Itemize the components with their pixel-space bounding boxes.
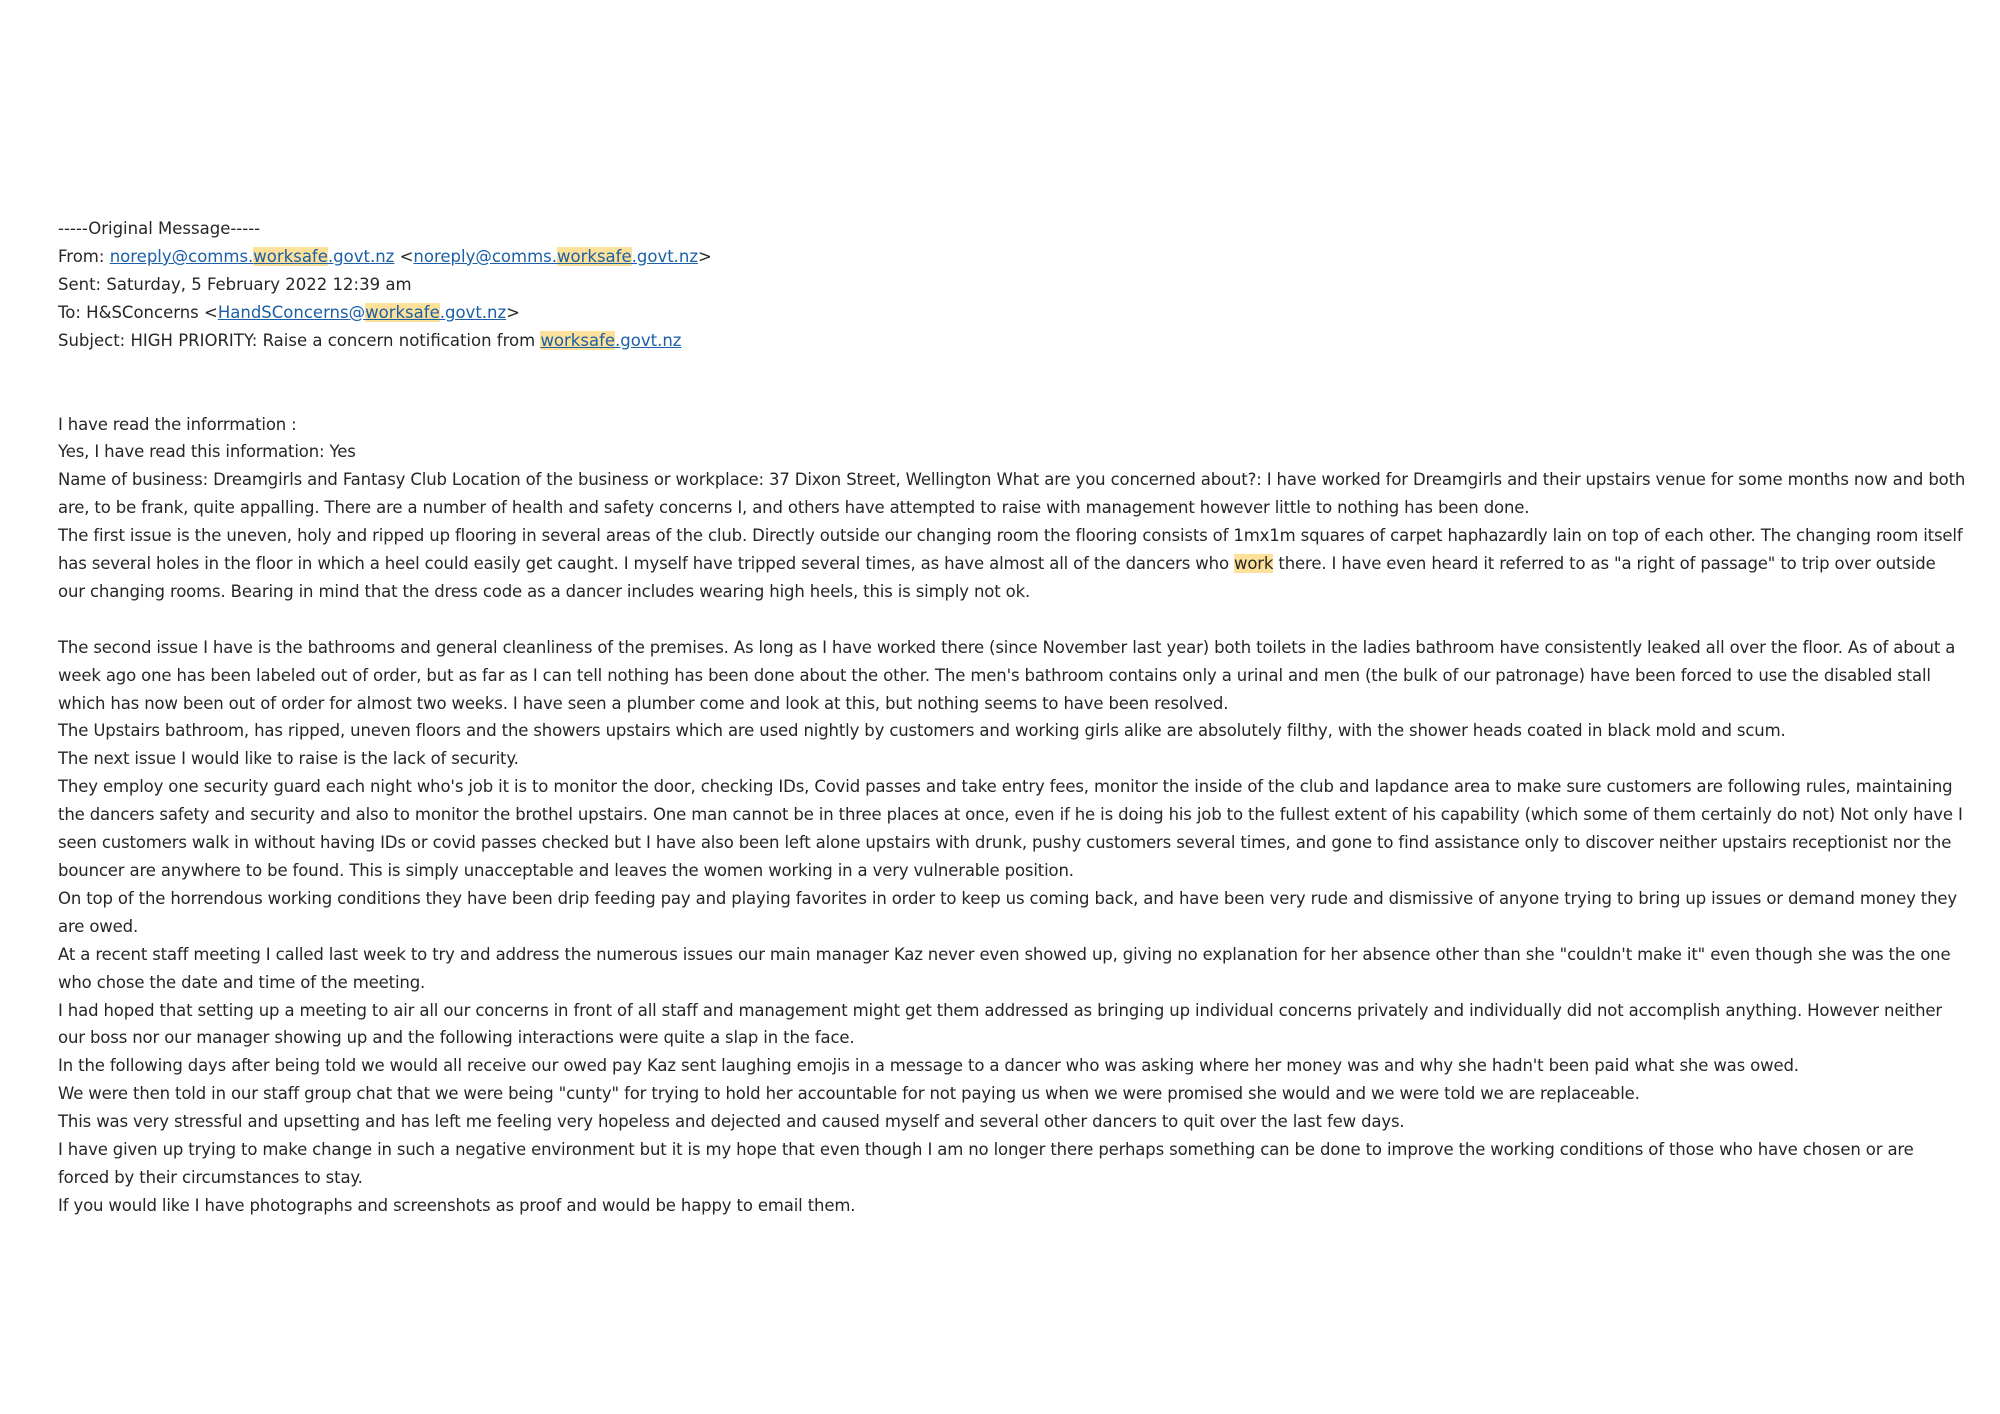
sent-text: Sent: Saturday, 5 February 2022 12:39 am [58,274,412,294]
body-paragraph: I had hoped that setting up a meeting to air all our concerns in front of all staff and management might get them addressed as bringing up individual concerns privately and individually did not accomplish anything. However neither our boss nor our manager showing up and the following interactions were quite a slap in the face. [58,1000,1948,1048]
body-paragraph: In the following days after being told we would all receive our owed pay Kaz sent laughing emojis in a message to a dancer who was asking where her money was and why she hadn't been paid what she was owed. [58,1056,1799,1076]
subject-label: Subject: HIGH PRIORITY: Raise a concern notification from [58,330,541,350]
paragraph-text: The first issue is the uneven, holy and ripped up flooring in several areas of the club. Directly outside our changing room the flooring consists of 1mx1m squares of carpet haphazardly lain on top of each other. The changing room itself has several holes in the floor in which a heel could easily get caught. I myself have tripped several times, as have almost all of the dancers who [58,526,1968,574]
original-message-text: -----Original Message----- [58,219,261,238]
subject-line [58,327,1958,355]
from-line [58,243,1958,271]
to-email-link[interactable] [218,303,506,322]
paragraph-text: there. I have even heard it referred to as "a right of passage" to trip over outside our changing rooms. Bearing in mind that the dress code as a dancer includes wearing high heels, this is simply not ok. [58,554,1941,601]
body-paragraph: This was very stressful and upsetting and has left me feeling very hopeless and dejected and caused myself and several other dancers to quit over the last few days. [58,1112,1405,1132]
from-email-part: .govt.nz [327,246,395,266]
to-label: To: H&SConcerns < [58,302,218,322]
body-paragraph: If you would like I have photographs and screenshots as proof and would be happy to email them. [58,1195,856,1215]
email-document [58,215,1971,1220]
from-bracket-open: < [394,246,414,266]
body-paragraph: Yes, I have read this information: Yes [58,442,356,462]
to-email-part: HandSConcerns@ [217,302,366,322]
search-highlight: work [1233,554,1274,574]
subject-link-part: .govt.nz [615,330,682,350]
body-paragraph: Name of business: Dreamgirls and Fantasy Club Location of the business or workplace: 37 Dixon Street, Wellington What are you concerned about?: I have worked for Dreamgirls and their upstairs venue for some months now and both are, to be frank, quite appalling. There are a number of health and safety concerns I, and others have attempted to raise with management however little to nothing has been done. [58,470,1971,518]
from-email-link-bracketed[interactable] [413,247,698,266]
original-message-separator [58,215,1958,243]
body-paragraph: I have given up trying to make change in such a negative environment but it is my hope that even though I am no longer there perhaps something can be done to improve the working conditions of those who have chosen or are forced by their circumstances to stay. [58,1140,1919,1187]
from-email-part: noreply@comms. [109,246,254,266]
from-email-highlight: worksafe [253,246,328,266]
to-email-highlight: worksafe [365,302,440,322]
body-paragraph: The second issue I have is the bathrooms and general cleanliness of the premises. As long as I have worked there (since November last year) both toilets in the ladies bathroom have consistently leaked all over the floor. As of about a week ago one has been labeled out of order, but as far as I can tell nothing has been done about the other. The men's bathroom contains only a urinal and men (the bulk of our patronage) have been forced to use the disabled stall which has now been out of order for almost two weeks. I have seen a plumber come and look at this, but nothing seems to have been resolved. [58,637,1961,713]
body-paragraph: On top of the horrendous working conditions they have been drip feeding pay and playing favorites in order to keep us coming back, and have been very rude and dismissive of anyone trying to bring up issues or demand money they are owed. [58,888,1963,936]
email-header [58,215,1958,355]
from-email-part: noreply@comms. [413,246,558,266]
body-paragraph: The Upstairs bathroom, has ripped, uneven floors and the showers upstairs which are used nightly by customers and working girls alike are absolutely filthy, with the shower heads coated in black mold and scum. [58,721,1786,741]
body-paragraph: We were then told in our staff group chat that we were being "cunty" for trying to hold her accountable for not paying us when we were promised she would and we were told we are replaceable. [58,1084,1640,1104]
from-email-part: .govt.nz [631,246,699,266]
blank-line [58,606,1958,634]
from-email-highlight: worksafe [557,246,632,266]
subject-link-highlight: worksafe [540,330,616,350]
from-email-link[interactable] [110,247,395,266]
header-spacer [58,355,1958,411]
body-paragraph: I have read the inforrmation : [58,414,297,434]
subject-link[interactable] [540,331,681,350]
body-paragraph: The next issue I would like to raise is the lack of security. [58,749,519,769]
from-label: From: [58,246,110,266]
body-paragraph: They employ one security guard each night who's job it is to monitor the door, checking IDs, Covid passes and take entry fees, monitor the inside of the club and lapdance area to make sure customers are following rules, maintaining the dancers safety and security and also to monitor the brothel upstairs. One man cannot be in three places at once, even if he is doing his job to the fullest extent of his capability (which some of them certainly do not) Not only have I seen customers walk in without having IDs or covid passes checked but I have also been left alone upstairs with drunk, pushy customers several times, and gone to find assistance only to discover neither upstairs receptionist nor the bouncer are anywhere to be found. This is simply unacceptable and leaves the women working in a very vulnerable position. [58,777,1968,881]
body-paragraph [58,522,1966,606]
email-body [58,411,1971,1220]
from-bracket-close: > [698,246,712,266]
body-paragraph: At a recent staff meeting I called last week to try and address the numerous issues our main manager Kaz never even showed up, giving no explanation for her absence other than she "couldn't make it" even though she was the one who chose the date and time of the meeting. [58,944,1956,992]
to-bracket-close: > [506,302,520,322]
to-email-part: .govt.nz [439,302,507,322]
sent-line [58,271,1958,299]
to-line [58,299,1958,327]
